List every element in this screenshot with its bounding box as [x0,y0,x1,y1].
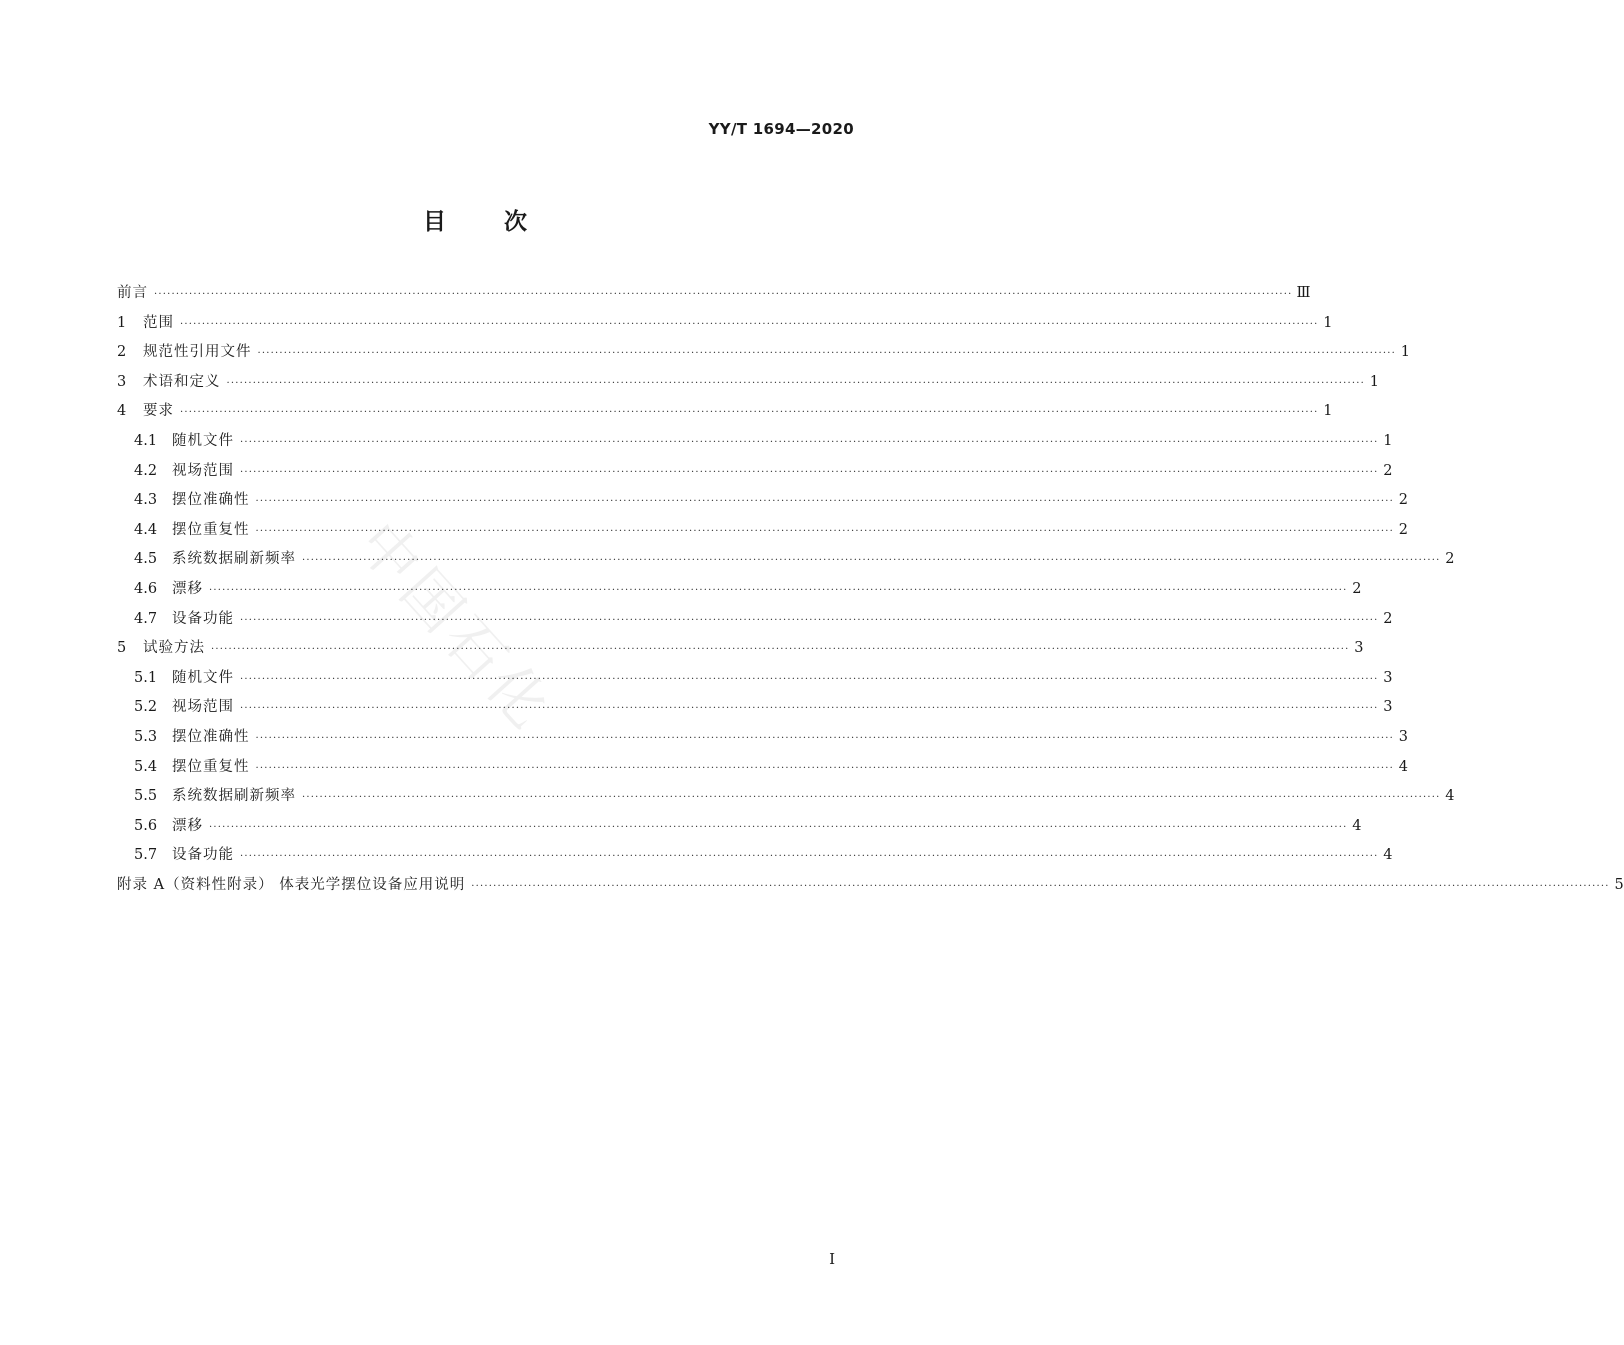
dot-leader: ···································································································································································································································································· [180,407,1319,419]
dot-leader: ···································································································································································································································································· [255,496,1394,508]
toc-entry-page: 1 [1369,373,1379,390]
page-title: 目 次 [422,209,527,235]
toc-entry-label: 设备功能 [172,610,234,627]
toc-entry-number: 5.2 [134,699,158,716]
toc-entry[interactable] [117,695,1393,725]
watermark: 中国石化 [344,508,567,745]
toc-entry-number: 2 [117,344,127,361]
toc-entry[interactable] [117,518,1408,548]
toc-entry-label: 漂移 [172,580,203,597]
toc-entry-label: 漂移 [172,817,203,834]
toc-entry-number: 4 [117,403,127,420]
toc-entry-label: 附录 A（资料性附录） 体表光学摆位设备应用说明 [117,876,466,893]
toc-entry[interactable] [117,636,1364,666]
toc-entry-page: 4 [1445,788,1455,805]
toc-entry[interactable] [117,814,1362,844]
dot-leader: ···································································································································································································································································· [302,555,1441,567]
toc-entry-page: 2 [1383,610,1393,627]
dot-leader: ···································································································································································································································································· [302,792,1441,804]
toc-entry-page: 2 [1398,521,1408,538]
toc-entry-label: 视场范围 [172,462,234,479]
toc-entry-number: 4.2 [134,462,158,479]
toc-entry-page: 1 [1323,403,1333,420]
toc-entry-page: 1 [1383,432,1393,449]
toc-entry-number: 4.4 [134,521,158,538]
toc-entry[interactable] [117,755,1408,785]
toc-entry-label: 系统数据刷新频率 [172,788,296,805]
page-number: I [829,1250,835,1268]
toc-entry-page: 2 [1398,492,1408,509]
dot-leader: ···································································································································································································································································· [240,851,1379,863]
toc-entry-page: 1 [1323,314,1333,331]
toc-entry-number: 5.6 [134,817,158,834]
toc-entry-label: 范围 [143,314,174,331]
toc-entry[interactable] [117,607,1393,637]
dot-leader: ···································································································································································································································································· [209,584,1348,596]
toc-entry-label: 摆位重复性 [172,521,250,538]
dot-leader: ···································································································································································································································································· [240,614,1379,626]
dot-leader: ···································································································································································································································································· [255,732,1394,744]
toc-entry[interactable] [117,666,1393,696]
table-of-contents [117,281,1624,902]
toc-entry-number: 4.6 [134,580,158,597]
toc-entry-number: 4.3 [134,492,158,509]
dot-leader: ···································································································································································································································································· [240,436,1379,448]
toc-entry-number: 4.1 [134,432,158,449]
toc-entry[interactable] [117,547,1455,577]
toc-entry-page: 5 [1614,876,1624,893]
dot-leader: ···································································································································································································································································· [226,377,1365,389]
toc-entry-number: 5.7 [134,847,158,864]
dot-leader: ···································································································································································································································································· [255,762,1394,774]
dot-leader: ···································································································································································································································································· [209,821,1348,833]
toc-entry-label: 随机文件 [172,432,234,449]
toc-entry[interactable] [117,843,1393,873]
toc-entry-page: 1 [1400,344,1410,361]
dot-leader: ···································································································································································································································································· [255,525,1394,537]
toc-entry[interactable] [117,488,1408,518]
toc-entry[interactable] [117,429,1393,459]
toc-entry[interactable] [117,370,1379,400]
toc-entry-label: 规范性引用文件 [143,344,252,361]
toc-entry-label: 摆位重复性 [172,758,250,775]
toc-entry-number: 5.5 [134,788,158,805]
toc-entry-page: 2 [1383,462,1393,479]
toc-entry-number: 1 [117,314,127,331]
toc-entry[interactable] [117,873,1624,903]
toc-entry-label: 术语和定义 [143,373,221,390]
toc-entry-page: 3 [1354,640,1364,657]
toc-entry[interactable] [117,784,1455,814]
toc-entry[interactable] [117,340,1410,370]
toc-entry[interactable] [117,311,1333,341]
toc-entry-page: 3 [1383,669,1393,686]
dot-leader: ···································································································································································································································································· [211,644,1350,656]
toc-entry[interactable] [117,459,1393,489]
toc-entry[interactable] [117,725,1408,755]
toc-entry-label: 摆位准确性 [172,728,250,745]
toc-entry[interactable] [117,399,1333,429]
toc-entry-label: 摆位准确性 [172,492,250,509]
toc-entry-number: 5.3 [134,728,158,745]
toc-entry-number: 5.1 [134,669,158,686]
toc-entry-page: Ⅲ [1296,285,1311,301]
toc-entry-label: 要求 [143,403,174,420]
standard-code: YY/T 1694—2020 [708,120,854,138]
dot-leader: ···································································································································································································································································· [240,466,1379,478]
dot-leader: ···································································································································································································································································· [240,703,1379,715]
toc-entry-page: 2 [1445,551,1455,568]
toc-entry-label: 前言 [117,285,148,301]
toc-entry-page: 3 [1383,699,1393,716]
toc-entry-page: 4 [1398,758,1408,775]
toc-entry-number: 5.4 [134,758,158,775]
dot-leader: ···································································································································································································································································· [257,348,1396,360]
toc-entry-label: 设备功能 [172,847,234,864]
toc-entry[interactable] [117,281,1311,311]
toc-entry-label: 视场范围 [172,699,234,716]
toc-entry-number: 5 [117,640,127,657]
toc-entry-page: 2 [1352,580,1362,597]
toc-entry[interactable] [117,577,1362,607]
toc-entry-label: 系统数据刷新频率 [172,551,296,568]
toc-entry-label: 试验方法 [143,640,205,657]
dot-leader: ···································································································································································································································································· [154,289,1293,300]
toc-entry-number: 4.7 [134,610,158,627]
dot-leader: ···································································································································································································································································· [240,673,1379,685]
toc-entry-page: 4 [1352,817,1362,834]
dot-leader: ···································································································································································································································································· [471,880,1610,892]
toc-entry-number: 3 [117,373,127,390]
toc-entry-number: 4.5 [134,551,158,568]
toc-entry-page: 3 [1398,728,1408,745]
toc-entry-page: 4 [1383,847,1393,864]
dot-leader: ···································································································································································································································································· [180,318,1319,330]
toc-entry-label: 随机文件 [172,669,234,686]
